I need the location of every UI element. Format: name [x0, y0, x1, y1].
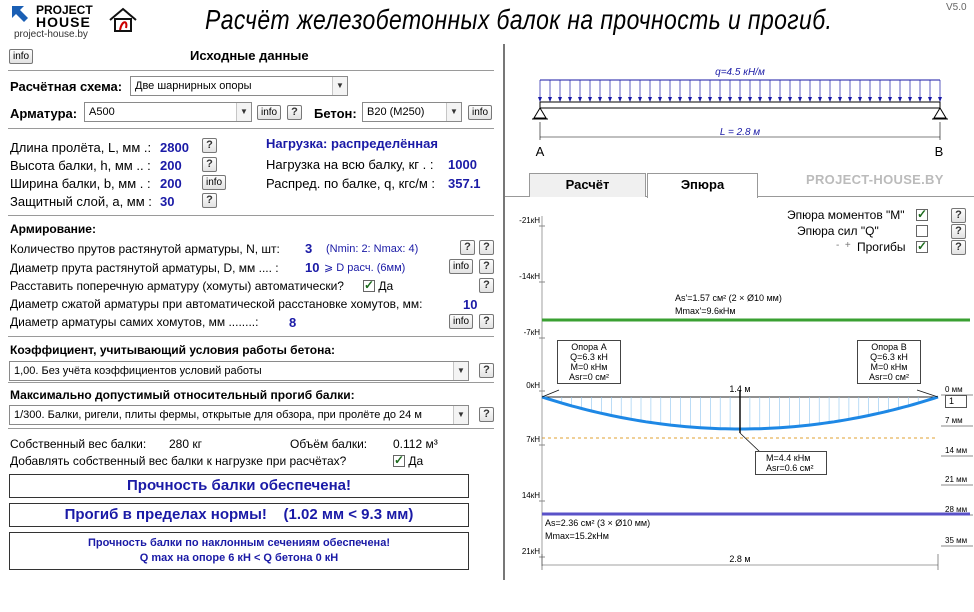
tab-calc[interactable]: Расчёт	[529, 173, 646, 197]
left-tick-label: 0кН	[526, 381, 540, 390]
cover-value[interactable]: 30	[160, 194, 175, 209]
load-dist-value[interactable]: 357.1	[448, 176, 481, 191]
support-a-note	[557, 340, 621, 384]
volume-label: Объём балки:	[290, 437, 368, 451]
info-button-rebar[interactable]: info	[257, 105, 281, 120]
rebar-count-range: (Nmin: 2: Nmax: 4)	[326, 243, 419, 255]
rebar-count-value[interactable]: 3	[305, 241, 313, 256]
add-self-weight-value: Да	[408, 454, 424, 468]
checkbox-icon	[363, 280, 375, 292]
logo-site: project-house.by	[14, 29, 88, 40]
right-tick-label: 21 мм	[945, 475, 968, 484]
shear-result-line1: Прочность балки по наклонным сечениям обеспечена!	[88, 537, 390, 549]
bottom-moment-label: Mmax=15.2кНм	[545, 531, 609, 541]
support-b-icon	[932, 108, 948, 119]
help-button-deflect[interactable]: ?	[951, 240, 966, 255]
auto-stirrup-checkbox[interactable]	[363, 279, 393, 293]
self-weight-label: Собственный вес балки:	[10, 437, 147, 451]
scheme-select-value: Две шарнирных опоры	[135, 80, 252, 92]
legend-shear-checkbox[interactable]	[916, 224, 928, 238]
deflection-limit-value: 1/300. Балки, ригели, плиты фермы, открытые для обзора, при пролёте до 24 м	[14, 409, 422, 421]
left-tick-label: -14кН	[519, 272, 540, 281]
info-button-stirrup[interactable]: info	[449, 314, 473, 329]
page-title: Расчёт железобетонных балок на прочность и прогиб.	[205, 4, 833, 35]
support-b-title: Опора В	[871, 342, 907, 352]
height-value[interactable]: 200	[160, 158, 182, 173]
legend-deflect-marks: - +	[836, 240, 851, 251]
help-button-deflection[interactable]: ?	[479, 407, 494, 422]
add-self-weight-label: Добавлять собственный вес балки к нагрузке при расчётах?	[10, 454, 347, 468]
left-tick-label: 21кН	[521, 547, 540, 556]
concrete-label: Бетон:	[314, 106, 357, 121]
support-a-icon	[532, 108, 548, 119]
logo-house: HOUSE	[36, 14, 91, 30]
load-type: Нагрузка: распределённая	[266, 136, 438, 151]
coef-select-value: 1,00. Без учёта коэффициентов условий работы	[14, 365, 262, 377]
stirrup-diam-value[interactable]: 8	[289, 315, 297, 330]
chevron-down-icon: ▼	[446, 103, 461, 121]
help-button-stirrup[interactable]: ?	[479, 314, 494, 329]
width-label: Ширина балки, b, мм . :	[10, 176, 151, 191]
shear-result	[9, 532, 469, 570]
support-a-title: Опора А	[571, 342, 607, 352]
help-button-rebar[interactable]: ?	[287, 105, 302, 120]
info-button-diam[interactable]: info	[449, 259, 473, 274]
right-axis-box: 1	[945, 395, 967, 408]
help-button-height[interactable]: ?	[202, 157, 217, 172]
help-button-moments[interactable]: ?	[951, 208, 966, 223]
span-value[interactable]: 2800	[160, 140, 189, 155]
support-a-label: A	[535, 144, 545, 159]
span-label: Длина пролёта, L, мм .:	[10, 140, 152, 155]
checkbox-icon	[916, 241, 928, 253]
right-tick-label: 14 мм	[945, 446, 968, 455]
rebar-select[interactable]	[84, 102, 252, 122]
help-button-cover[interactable]: ?	[202, 193, 217, 208]
scheme-label: Расчётная схема:	[10, 79, 123, 94]
top-moment-label: Mmax'=9.6кНм	[675, 306, 736, 316]
chevron-down-icon: ▼	[332, 77, 347, 95]
house-logo-icon	[108, 6, 138, 34]
help-button-diam[interactable]: ?	[479, 259, 494, 274]
support-a-m: M=0 кНм	[570, 362, 608, 372]
support-b-m: M=0 кНм	[870, 362, 908, 372]
top-rebar-label: As'=1.57 см² (2 × Ø10 мм)	[675, 293, 782, 303]
support-b-asr: Asr=0 см²	[869, 372, 909, 382]
comp-rebar-value[interactable]: 10	[463, 297, 478, 312]
load-total-value[interactable]: 1000	[448, 157, 477, 172]
site-label: PROJECT-HOUSE.BY	[806, 172, 944, 187]
divider	[8, 70, 494, 71]
stirrup-diam-label: Диаметр арматуры самих хомутов, мм ........:	[10, 315, 259, 329]
help-button-count-1[interactable]: ?	[460, 240, 475, 255]
chevron-down-icon: ▼	[236, 103, 251, 121]
info-button-width[interactable]: info	[202, 175, 226, 190]
coef-select[interactable]	[9, 361, 469, 381]
load-total-label: Нагрузка на всю балку, кг . :	[266, 157, 434, 172]
load-label: q=4.5 кН/м	[715, 67, 765, 78]
rebar-count-label: Количество прутов растянутой арматуры, N, шт:	[10, 242, 280, 256]
concrete-select[interactable]	[362, 102, 462, 122]
help-button-shear[interactable]: ?	[951, 224, 966, 239]
legend-deflect-checkbox[interactable]	[916, 240, 928, 254]
width-value[interactable]: 200	[160, 176, 182, 191]
chevron-down-icon: ▼	[453, 406, 468, 424]
divider	[8, 382, 494, 383]
auto-stirrup-label: Расставить поперечную арматуру (хомуты) автоматически?	[10, 279, 344, 293]
rebar-label: Арматура:	[10, 106, 78, 121]
left-tick-label: -21кН	[519, 216, 540, 225]
support-a-q: Q=6.3 кН	[570, 352, 608, 362]
deflection-result: Прогиб в пределах нормы! (1.02 мм < 9.3 мм)	[9, 503, 469, 527]
deflection-limit-title: Максимально допустимый относительный прогиб балки:	[10, 388, 355, 402]
checkbox-icon	[393, 455, 405, 467]
divider	[8, 336, 494, 337]
divider	[8, 128, 494, 129]
diagram-span-label: 2.8 м	[729, 554, 751, 564]
legend-moments-checkbox[interactable]	[916, 208, 928, 222]
right-tick-label: 0 мм	[945, 385, 963, 394]
right-tick-label: 35 мм	[945, 536, 968, 545]
bottom-rebar-label: As=2.36 см² (3 × Ø10 мм)	[545, 518, 651, 528]
strength-result: Прочность балки обеспечена!	[9, 474, 469, 498]
cover-label: Защитный слой, а, мм :	[10, 194, 152, 209]
legend-moments-label: Эпюра моментов "M"	[787, 208, 905, 222]
arrow-logo-icon	[10, 4, 30, 24]
right-tick-label: 28 мм	[945, 505, 968, 514]
input-section-title: Исходные данные	[190, 48, 309, 63]
left-tick-label: -7кН	[523, 328, 540, 337]
help-button-count-2[interactable]: ?	[479, 240, 494, 255]
tab-diagram[interactable]: Эпюра	[647, 173, 758, 198]
support-a-asr: Asr=0 см²	[569, 372, 609, 382]
info-button-input[interactable]: info	[9, 49, 33, 64]
load-dist-label: Распред. по балке, q, кгс/м :	[266, 176, 435, 191]
beam-scheme	[510, 58, 970, 164]
left-tick-label: 7кН	[526, 435, 540, 444]
help-button-span[interactable]: ?	[202, 138, 217, 153]
center-m: M=4.4 кНм	[766, 453, 811, 463]
diagram-canvas	[505, 198, 974, 590]
help-button-coef[interactable]: ?	[479, 363, 494, 378]
legend-shear-label: Эпюра сил "Q"	[797, 224, 879, 238]
auto-stirrup-value: Да	[378, 279, 394, 293]
support-b-q: Q=6.3 кН	[870, 352, 908, 362]
divider	[8, 428, 494, 429]
center-note	[755, 451, 827, 475]
coef-title: Коэффициент, учитывающий условия работы бетона:	[10, 343, 336, 357]
rebar-diam-label: Диаметр прута растянутой арматуры, D, мм .... :	[10, 261, 279, 275]
scheme-select[interactable]	[130, 76, 348, 96]
legend-deflect-label: Прогибы	[857, 240, 906, 254]
reinforcement-title: Армирование:	[10, 222, 96, 236]
add-self-weight-checkbox[interactable]	[393, 454, 423, 468]
deflection-limit-select[interactable]	[9, 405, 469, 425]
rebar-diam-note: ⩾ D расч. (6мм)	[324, 262, 406, 274]
support-b-label: B	[934, 144, 944, 159]
height-label: Высота балки, h, мм .. :	[10, 158, 151, 173]
rebar-diam-value[interactable]: 10	[305, 260, 320, 275]
shear-result-line2: Q max на опоре 6 кН < Q бетона 0 кН	[139, 552, 339, 564]
scheme-span-label: L = 2.8 м	[719, 127, 761, 138]
mid-label: 1.4 м	[729, 384, 751, 394]
volume-value: 0.112 м³	[393, 437, 438, 451]
version-label: V5.0	[946, 2, 967, 13]
center-asr: Asr=0.6 см²	[766, 463, 814, 473]
concrete-select-value: B20 (M250)	[367, 106, 425, 118]
divider	[8, 215, 494, 216]
logo-project: PROJECT	[36, 3, 93, 17]
logo	[10, 4, 140, 40]
checkbox-icon	[916, 225, 928, 237]
left-tick-label: 14кН	[521, 491, 540, 500]
checkbox-icon	[916, 209, 928, 221]
self-weight-value: 280 кг	[169, 437, 202, 451]
chevron-down-icon: ▼	[453, 362, 468, 380]
comp-rebar-label: Диаметр сжатой арматуры при автоматической расстановке хомутов, мм:	[10, 297, 423, 311]
help-button-auto[interactable]: ?	[479, 278, 494, 293]
support-b-note	[857, 340, 921, 384]
info-button-concrete[interactable]: info	[468, 105, 492, 120]
right-tick-label: 7 мм	[945, 416, 963, 425]
rebar-select-value: A500	[89, 106, 115, 118]
